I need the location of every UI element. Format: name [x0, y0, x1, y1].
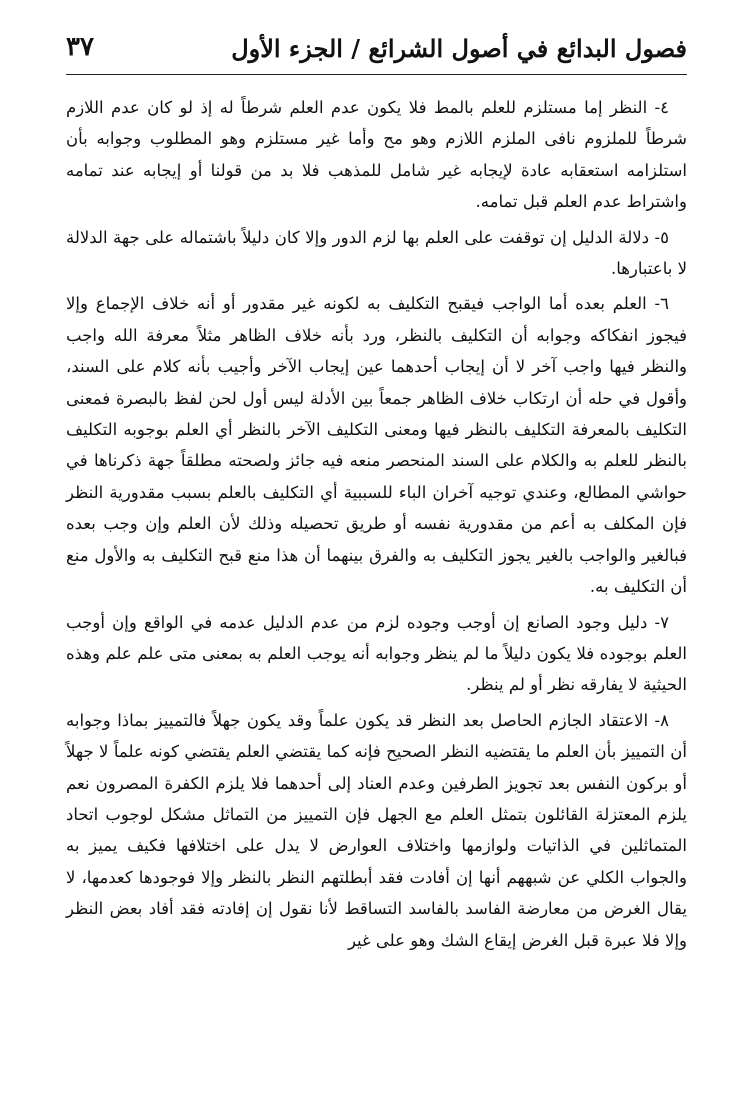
header-rule	[66, 74, 687, 75]
paragraph-7: ٧- دليل وجود الصانع إن أوجب وجوده لزم من عدم الدليل عدمه في الواقع وإن أوجب العلم بوجوده فلا يكون دليلاً ما لم ينظر وجوابه أنه يوجب العلم به بمعنى متى علم علم وهذه الحيثية لا يفارقه نظر أو لم ينظر.	[66, 612, 687, 695]
page-header	[66, 28, 687, 76]
running-title: فصول البدائع في أصول الشرائع / الجزء الأول	[231, 34, 687, 63]
page-body	[66, 92, 687, 960]
paragraph-8: ٨- الاعتقاد الجازم الحاصل بعد النظر قد يكون علماً وقد يكون جهلاً فالتمييز بماذا وجوابه أن التمييز بأن العلم ما يقتضيه النظر الصحيح فإنه كما يقتضي العلم يقتضي كونه علماً لا جهلاً أو بركون النفس بعد تجويز الطرفين وعدم العناد إلى أحدهما فلا يلزم الكفرة المصرون نعم يلزم المعتزلة القائلون بتمثل العلم مع الجهل فإن التمييز من التماثل مشكل لوجوب اتحاد المتماثلين في الذاتيات ولوازمها واختلاف العوارض لا يدل على اختلافها فكيف يميز به والجواب الكلي عن شبههم أنها إن أفادت فقد أبطلتهم النظر بالنظر وإلا فوجودها كعدمها، لا يقال الغرض من معارضة الفاسد بالفاسد التساقط لأنا نقول إن إفادته فقد أفاد بعض النظر وإلا فلا عبرة قبل الغرض إيقاع الشك وهو على غير	[66, 710, 687, 950]
paragraph-6: ٦- العلم بعده أما الواجب فيقبح التكليف به لكونه غير مقدور أو أنه خلاف الإجماع وإلا فيجوز انفكاكه وجوابه أن التكليف بالنظر، ورد بأنه خلاف الظاهر مثلاً معرفة الله واجب والنظر فيها واجب آخر لا أن إيجاب أحدهما عين إيجاب الآخر وأجيب بأنه كلام على السند، وأقول في حله أن ارتكاب خلاف الظاهر جمعاً بين الأدلة ليس أول لحن لفظ بالبصرة فمعنى التكليف بالمعرفة التكليف بالنظر فيها ومعنى التكليف الآخر بالنظر أي العلم بوجوبه التكليف بالنظر للعلم به والكلام على السند المنحصر منعه فيه جائز ولصحته مطلقاً جهة ذكرناها في حواشي المطالع، وعندي توجيه آخران الباء للسببية أي التكليف بالعلم بسبب مقدورية النظر فإن المكلف به أعم من مقدورية نفسه أو طريق تحصيله وذلك لأن العلم وإن وجب بعده فبالغير والواجب بالغير يجوز التكليف به والفرق بينهما أن هذا منع قبح التكليف به والأول منع أن التكليف به.	[66, 294, 687, 597]
paragraph-4: ٤- النظر إما مستلزم للعلم بالمط فلا يكون عدم العلم شرطاً له إذ لو كان عدم اللازم شرطاً للملزوم نافى الملزم اللازم وهو مح وأما غير مستلزم وهو المطلوب وجوابه بأن استلزامه استعقابه عادة لإيجابه غير شامل للمذهب فلا بد من قولنا أو إيجابه عند تمامه واشتراط عدم العلم قبل تمامه.	[66, 98, 687, 212]
paragraph-5: ٥- دلالة الدليل إن توقفت على العلم بها لزم الدور وإلا كان دليلاً باشتماله على جهة الدلالة لا باعتبارها.	[66, 227, 687, 279]
page-number: ٣٧	[66, 32, 94, 62]
